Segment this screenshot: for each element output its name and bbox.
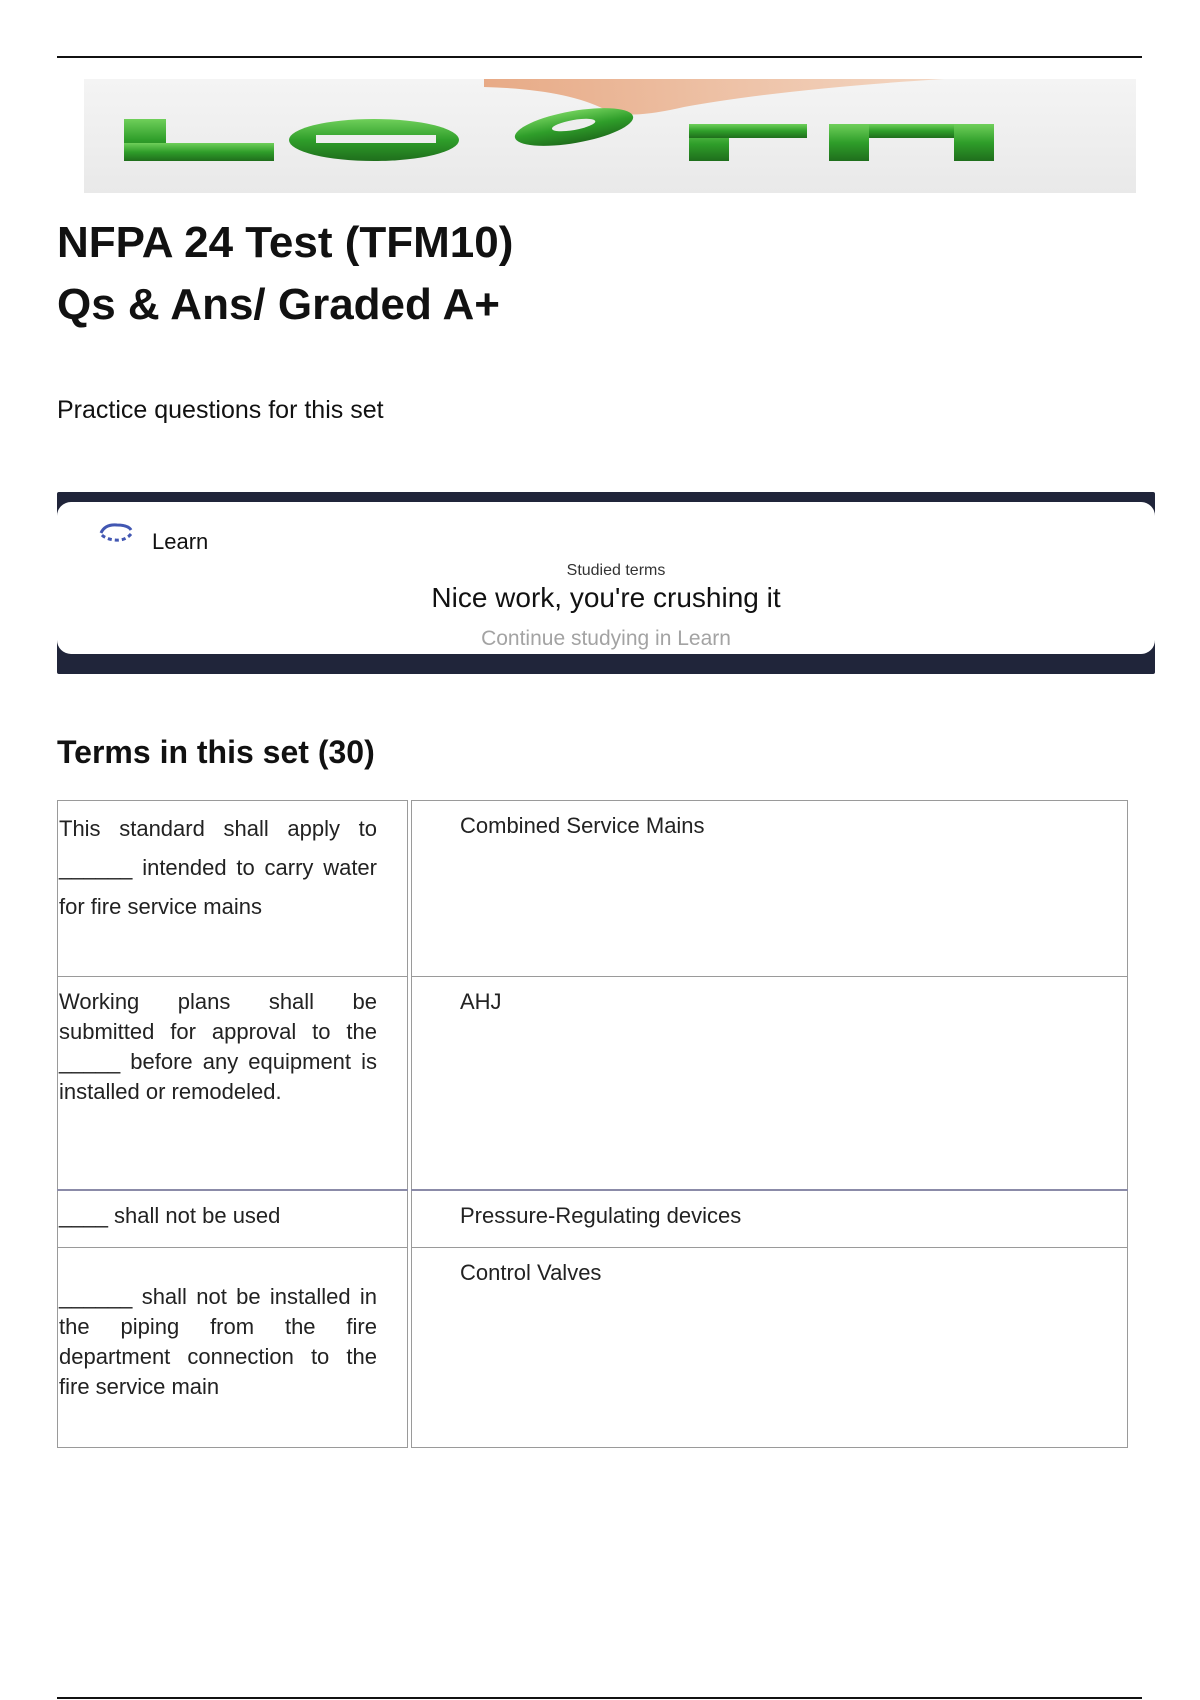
term-cell: ______ shall not be installed in the piping from the fire department connection to the fire service main xyxy=(58,1248,408,1448)
bottom-rule xyxy=(57,1697,1142,1699)
learn-label: Learn xyxy=(152,529,209,554)
terms-heading: Terms in this set (30) xyxy=(57,734,375,770)
table-row xyxy=(58,801,1128,977)
progress-message: Nice work, you're crushing it xyxy=(431,582,781,613)
practice-subtitle: Practice questions for this set xyxy=(57,396,384,424)
continue-learn-link[interactable]: Continue studying in Learn xyxy=(481,627,731,650)
table-row xyxy=(58,977,1128,1191)
term-cell: This standard shall apply to ______ intended to carry water for fire service mains xyxy=(58,801,408,977)
studied-terms-label: Studied terms xyxy=(566,562,666,579)
learn-logo-graphic xyxy=(84,79,1136,193)
learn-progress-card xyxy=(57,492,1155,674)
term-cell: Working plans shall be submitted for approval to the _____ before any equipment is installed or remodeled. xyxy=(58,977,408,1191)
top-rule xyxy=(57,56,1142,58)
learn-cycle-icon xyxy=(95,521,137,543)
title-line-2: Qs & Ans/ Graded A+ xyxy=(57,280,500,329)
term-cell: ____ shall not be used xyxy=(58,1190,408,1248)
learn-card-body xyxy=(57,502,1155,654)
title-line-1: NFPA 24 Test (TFM10) xyxy=(57,218,514,267)
definition-cell: AHJ xyxy=(412,977,1128,1191)
definition-cell: Combined Service Mains xyxy=(412,801,1128,977)
learn-banner-image xyxy=(84,79,1136,193)
table-row xyxy=(58,1190,1128,1248)
terms-table xyxy=(57,800,1128,1448)
table-row xyxy=(58,1248,1128,1448)
definition-cell: Pressure-Regulating devices xyxy=(412,1190,1128,1248)
page-title xyxy=(57,212,513,336)
definition-cell: Control Valves xyxy=(412,1248,1128,1448)
